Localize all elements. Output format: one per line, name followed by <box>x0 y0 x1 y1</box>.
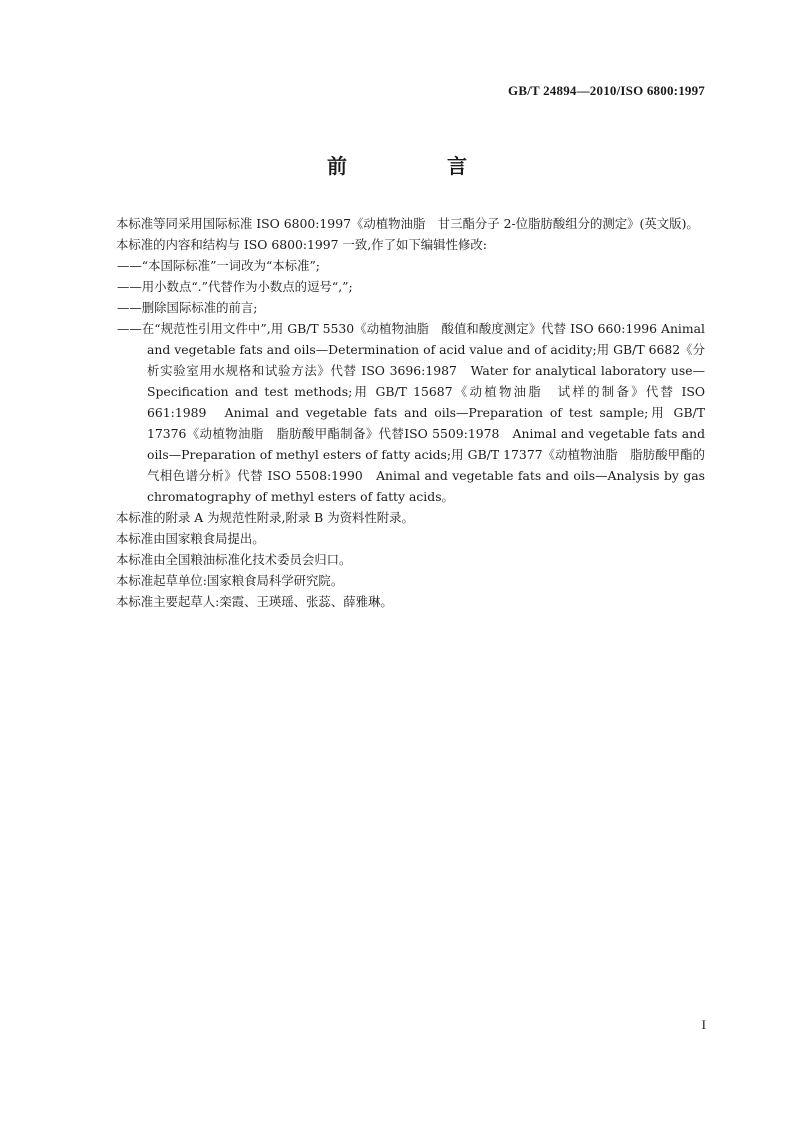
standard-code-header: GB/T 24894—2010/ISO 6800:1997 <box>508 83 705 98</box>
list-item: ——在“规范性引用文件中”,用 GB/T 5530《动植物油脂 酸值和酸度测定》代替 ISO 660:1996 Animal and vegetable fats and oils—Determination of acid value and of acidity;用 GB/T 6682《分析实验室用水规格和试验方法》代替 ISO 3696:1987 Water for analytical laboratory use—Specification and test methods;用 GB/T 15687《动植物油脂 试样的制备》代替 ISO 661:1989 Animal and vegetable fats and oils—Preparation of test sample;用 GB/T 17376《动植物油脂 脂肪酸甲酯制备》代替ISO 5509:1978 Animal and vegetable fats and oils—Preparation of methyl esters of fatty acids;用 GB/T 17377《动植物油脂 脂肪酸甲酯的气相色谱分析》代替 ISO 5508:1990 Animal and vegetable fats and oils—Analysis by gas chromatography of methyl esters of fatty acids。 <box>117 321 705 504</box>
paragraph-drafters: 本标准主要起草人:栾霞、王瑛瑶、张蕊、薛雅琳。 <box>116 594 393 609</box>
page-title: 前 言 <box>327 154 507 178</box>
paragraph-annex: 本标准的附录 A 为规范性附录,附录 B 为资料性附录。 <box>116 510 414 525</box>
list-item: ——“本国际标准”一词改为“本标准”; <box>117 258 320 273</box>
paragraph-adoption: 本标准等同采用国际标准 ISO 6800:1997《动植物油脂 甘三酯分子 2-位脂肪酸组分的测定》(英文版)。 <box>116 216 699 231</box>
paragraph-drafting-unit: 本标准起草单位:国家粮食局科学研究院。 <box>116 573 344 588</box>
foreword-body <box>89 213 705 612</box>
page-number: I <box>701 1017 706 1032</box>
list-item: ——删除国际标准的前言; <box>117 300 258 315</box>
paragraph-structure: 本标准的内容和结构与 ISO 6800:1997 一致,作了如下编辑性修改: <box>116 237 487 252</box>
paragraph-committee: 本标准由全国粮油标准化技术委员会归口。 <box>116 552 352 567</box>
list-item: ——用小数点“.”代替作为小数点的逗号“,”; <box>117 279 353 294</box>
paragraph-proposer: 本标准由国家粮食局提出。 <box>116 531 265 546</box>
